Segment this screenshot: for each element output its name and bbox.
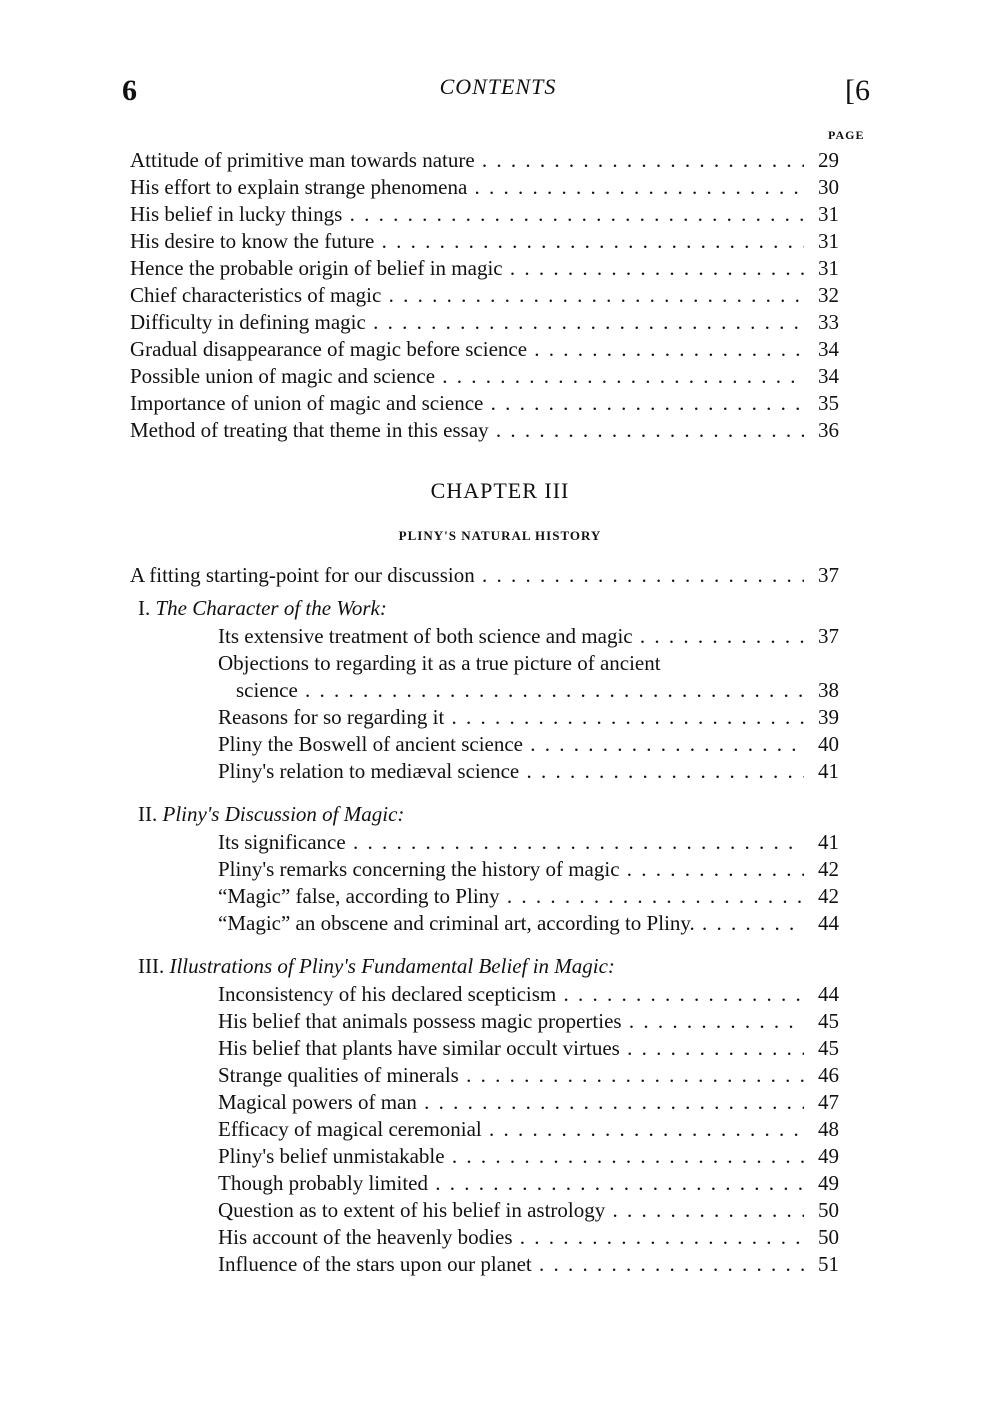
section-heading bbox=[130, 799, 848, 829]
entry-text: Though probably limited . . . bbox=[218, 1170, 804, 1197]
section-title: The Character of the Work: bbox=[155, 596, 387, 620]
toc-entry bbox=[130, 390, 848, 417]
entry-text: His belief that animals possess magic properties . . . bbox=[218, 1008, 804, 1035]
entry-text: Gradual disappearance of magic before science . . . bbox=[130, 336, 804, 363]
page-header bbox=[118, 74, 878, 114]
entry-text: His belief in lucky things . . . bbox=[130, 201, 804, 228]
toc-entry bbox=[130, 336, 848, 363]
entry-page: 39 bbox=[818, 705, 839, 729]
section-number: II. bbox=[138, 802, 158, 826]
entry-text: Pliny the Boswell of ancient science . . . bbox=[218, 731, 804, 758]
toc-entry bbox=[130, 910, 848, 937]
entry-text: Question as to extent of his belief in astrology . . . bbox=[218, 1197, 804, 1224]
entry-text: Its extensive treatment of both science and magic . . . bbox=[218, 623, 804, 650]
entry-text: Chief characteristics of magic . . . bbox=[130, 282, 804, 309]
contents-chapter-3 bbox=[130, 562, 848, 1278]
bracket-number: [6 bbox=[845, 74, 870, 107]
entry-text: Hence the probable origin of belief in magic . . . bbox=[130, 255, 804, 282]
toc-entry bbox=[130, 147, 848, 174]
entry-page: 41 bbox=[818, 830, 839, 854]
section-heading bbox=[130, 951, 848, 981]
running-title: CONTENTS bbox=[439, 74, 557, 99]
entry-text: Importance of union of magic and science . . . bbox=[130, 390, 804, 417]
chapter-title: CHAPTER III bbox=[430, 478, 570, 503]
entry-text: “Magic” an obscene and criminal art, according to Pliny. . . . bbox=[218, 910, 804, 937]
entry-text: Its significance . . . bbox=[218, 829, 804, 856]
toc-entry bbox=[130, 758, 848, 785]
toc-entry bbox=[130, 883, 848, 910]
toc-entry bbox=[130, 201, 848, 228]
entry-text: His belief that plants have similar occult virtues . . . bbox=[218, 1035, 804, 1062]
entry-text: science . . . bbox=[236, 677, 804, 704]
toc-entry bbox=[130, 704, 848, 731]
toc-entry bbox=[130, 623, 848, 650]
section-heading bbox=[130, 593, 848, 623]
entry-page: 51 bbox=[818, 1252, 839, 1276]
entry-text: A fitting starting-point for our discussion . . . bbox=[130, 562, 804, 589]
page-column-label: PAGE bbox=[828, 128, 865, 142]
entry-page: 50 bbox=[818, 1198, 839, 1222]
toc-entry bbox=[130, 228, 848, 255]
toc-entry bbox=[130, 1143, 848, 1170]
entry-page: 49 bbox=[818, 1144, 839, 1168]
entry-page: 47 bbox=[818, 1090, 839, 1114]
section-number: I. bbox=[138, 596, 151, 620]
entry-text: Reasons for so regarding it . . . bbox=[218, 704, 804, 731]
entry-page: 38 bbox=[818, 678, 839, 702]
toc-entry bbox=[130, 1224, 848, 1251]
entry-text: His effort to explain strange phenomena . . . bbox=[130, 174, 804, 201]
entry-text: Attitude of primitive man towards nature . . . bbox=[130, 147, 804, 174]
toc-entry bbox=[130, 1035, 848, 1062]
entry-text: Method of treating that theme in this essay . . . bbox=[130, 417, 804, 444]
entry-text: Pliny's remarks concerning the history of magic . . . bbox=[218, 856, 804, 883]
entry-text: Pliny's relation to mediæval science . . . bbox=[218, 758, 804, 785]
entry-page: 35 bbox=[818, 391, 839, 415]
entry-page: 29 bbox=[818, 148, 839, 172]
entry-text: Efficacy of magical ceremonial . . . bbox=[218, 1116, 804, 1143]
entry-page: 48 bbox=[818, 1117, 839, 1141]
section-title: Pliny's Discussion of Magic: bbox=[162, 802, 405, 826]
entry-text: His desire to know the future . . . bbox=[130, 228, 804, 255]
entry-page: 44 bbox=[818, 982, 839, 1006]
entry-page: 31 bbox=[818, 256, 839, 280]
entry-text: Pliny's belief unmistakable . . . bbox=[218, 1143, 804, 1170]
entry-page: 34 bbox=[818, 337, 839, 361]
toc-entry bbox=[130, 731, 848, 758]
entry-page: 41 bbox=[818, 759, 839, 783]
entry-page: 32 bbox=[818, 283, 839, 307]
entry-page: 44 bbox=[818, 911, 839, 935]
entry-text: His account of the heavenly bodies . . . bbox=[218, 1224, 804, 1251]
entry-text: Possible union of magic and science . . . bbox=[130, 363, 804, 390]
toc-entry bbox=[130, 282, 848, 309]
entry-page: 40 bbox=[818, 732, 839, 756]
entry-page: 31 bbox=[818, 202, 839, 226]
toc-entry bbox=[130, 1197, 848, 1224]
entry-page: 34 bbox=[818, 364, 839, 388]
entry-text: Inconsistency of his declared scepticism . . . bbox=[218, 981, 804, 1008]
toc-entry bbox=[130, 856, 848, 883]
toc-entry bbox=[130, 363, 848, 390]
entry-page: 42 bbox=[818, 884, 839, 908]
toc-entry bbox=[130, 981, 848, 1008]
contents-part-1 bbox=[130, 147, 848, 444]
toc-entry bbox=[130, 1170, 848, 1197]
entry-page: 49 bbox=[818, 1171, 839, 1195]
entry-page: 30 bbox=[818, 175, 839, 199]
page-number: 6 bbox=[122, 74, 137, 107]
section-title: Illustrations of Pliny's Fundamental Belief in Magic: bbox=[169, 954, 615, 978]
entry-text: “Magic” false, according to Pliny . . . bbox=[218, 883, 804, 910]
entry-page: 37 bbox=[818, 563, 839, 587]
toc-entry bbox=[130, 1089, 848, 1116]
toc-entry bbox=[130, 1062, 848, 1089]
toc-entry bbox=[130, 562, 848, 589]
toc-entry bbox=[130, 309, 848, 336]
toc-entry bbox=[130, 417, 848, 444]
entry-page: 36 bbox=[818, 418, 839, 442]
toc-entry bbox=[130, 174, 848, 201]
entry-text: Difficulty in defining magic . . . bbox=[130, 309, 804, 336]
entry-page: 31 bbox=[818, 229, 839, 253]
toc-entry bbox=[130, 829, 848, 856]
entry-page: 33 bbox=[818, 310, 839, 334]
toc-entry bbox=[130, 1008, 848, 1035]
entry-text: Influence of the stars upon our planet . . . bbox=[218, 1251, 804, 1278]
entry-page: 46 bbox=[818, 1063, 839, 1087]
toc-entry-wrap-line: Objections to regarding it as a true picture of ancient bbox=[218, 651, 661, 675]
chapter-subtitle: PLINY'S NATURAL HISTORY bbox=[398, 528, 602, 543]
toc-entry bbox=[130, 1251, 848, 1278]
entry-text: Magical powers of man . . . bbox=[218, 1089, 804, 1116]
entry-page: 37 bbox=[818, 624, 839, 648]
entry-text: Strange qualities of minerals . . . bbox=[218, 1062, 804, 1089]
entry-page: 42 bbox=[818, 857, 839, 881]
entry-page: 45 bbox=[818, 1009, 839, 1033]
entry-page: 50 bbox=[818, 1225, 839, 1249]
entry-page: 45 bbox=[818, 1036, 839, 1060]
toc-entry bbox=[130, 255, 848, 282]
toc-entry bbox=[130, 1116, 848, 1143]
toc-entry bbox=[130, 677, 848, 704]
section-number: III. bbox=[138, 954, 165, 978]
